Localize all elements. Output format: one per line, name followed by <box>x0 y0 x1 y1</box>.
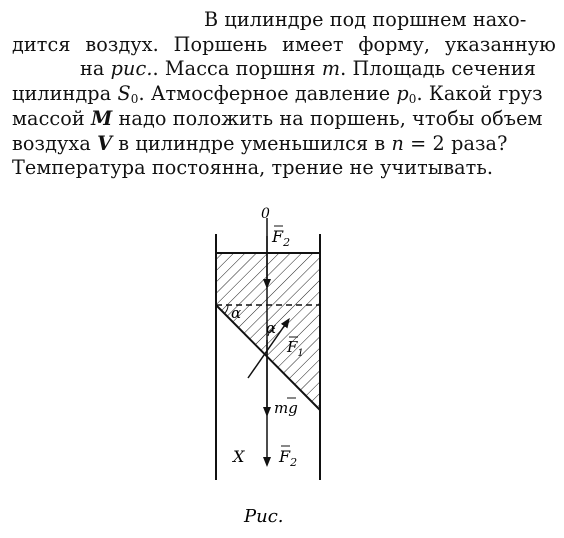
angle-label-left: α <box>231 304 242 322</box>
text-run: В цилиндре под поршнем нахо- <box>204 8 527 31</box>
text-run: Температура постоянна, трение не учитывать. <box>12 156 494 180</box>
text-run: массой <box>12 106 91 130</box>
text-run: . Атмосферное давление <box>138 82 397 106</box>
text-run: в цилиндре уменьшился в <box>112 131 392 155</box>
text-run: . Масса поршня <box>152 57 322 81</box>
force-f2-bottom-label: $F_2$ <box>279 447 298 469</box>
variable-V: V <box>97 131 113 155</box>
subscript: 0 <box>408 92 417 107</box>
text-run: дится воздух. Поршень имеет форму, указанную <box>12 32 556 56</box>
piston-top-block <box>216 253 320 305</box>
text-run: надо положить на поршень, чтобы объем <box>112 106 543 130</box>
text-run: = 2 раза? <box>403 131 508 155</box>
text-run: на <box>80 57 111 81</box>
angle-label-center: α <box>266 319 277 337</box>
variable-p: p <box>396 82 409 106</box>
variable-n: n <box>391 131 404 155</box>
subscript: 0 <box>130 92 139 107</box>
text-run: . Какой груз <box>416 82 543 106</box>
force-f1-label: $F_1$ <box>287 338 304 359</box>
variable-S: S <box>117 82 131 106</box>
variable-m: m <box>321 57 341 81</box>
force-mg-label: mg <box>274 399 298 417</box>
axis-x-label: X <box>233 447 245 466</box>
figure-reference: рис. <box>110 57 153 81</box>
variable-M: M <box>91 106 113 130</box>
text-run: воздуха <box>12 131 98 155</box>
text-run: . Площадь сечения <box>340 57 536 81</box>
force-f2-top-label: $F_2$ <box>272 227 291 249</box>
origin-label: 0 <box>261 206 270 222</box>
text-run: цилиндра <box>12 82 118 106</box>
figure-caption: Рис. <box>244 506 284 527</box>
